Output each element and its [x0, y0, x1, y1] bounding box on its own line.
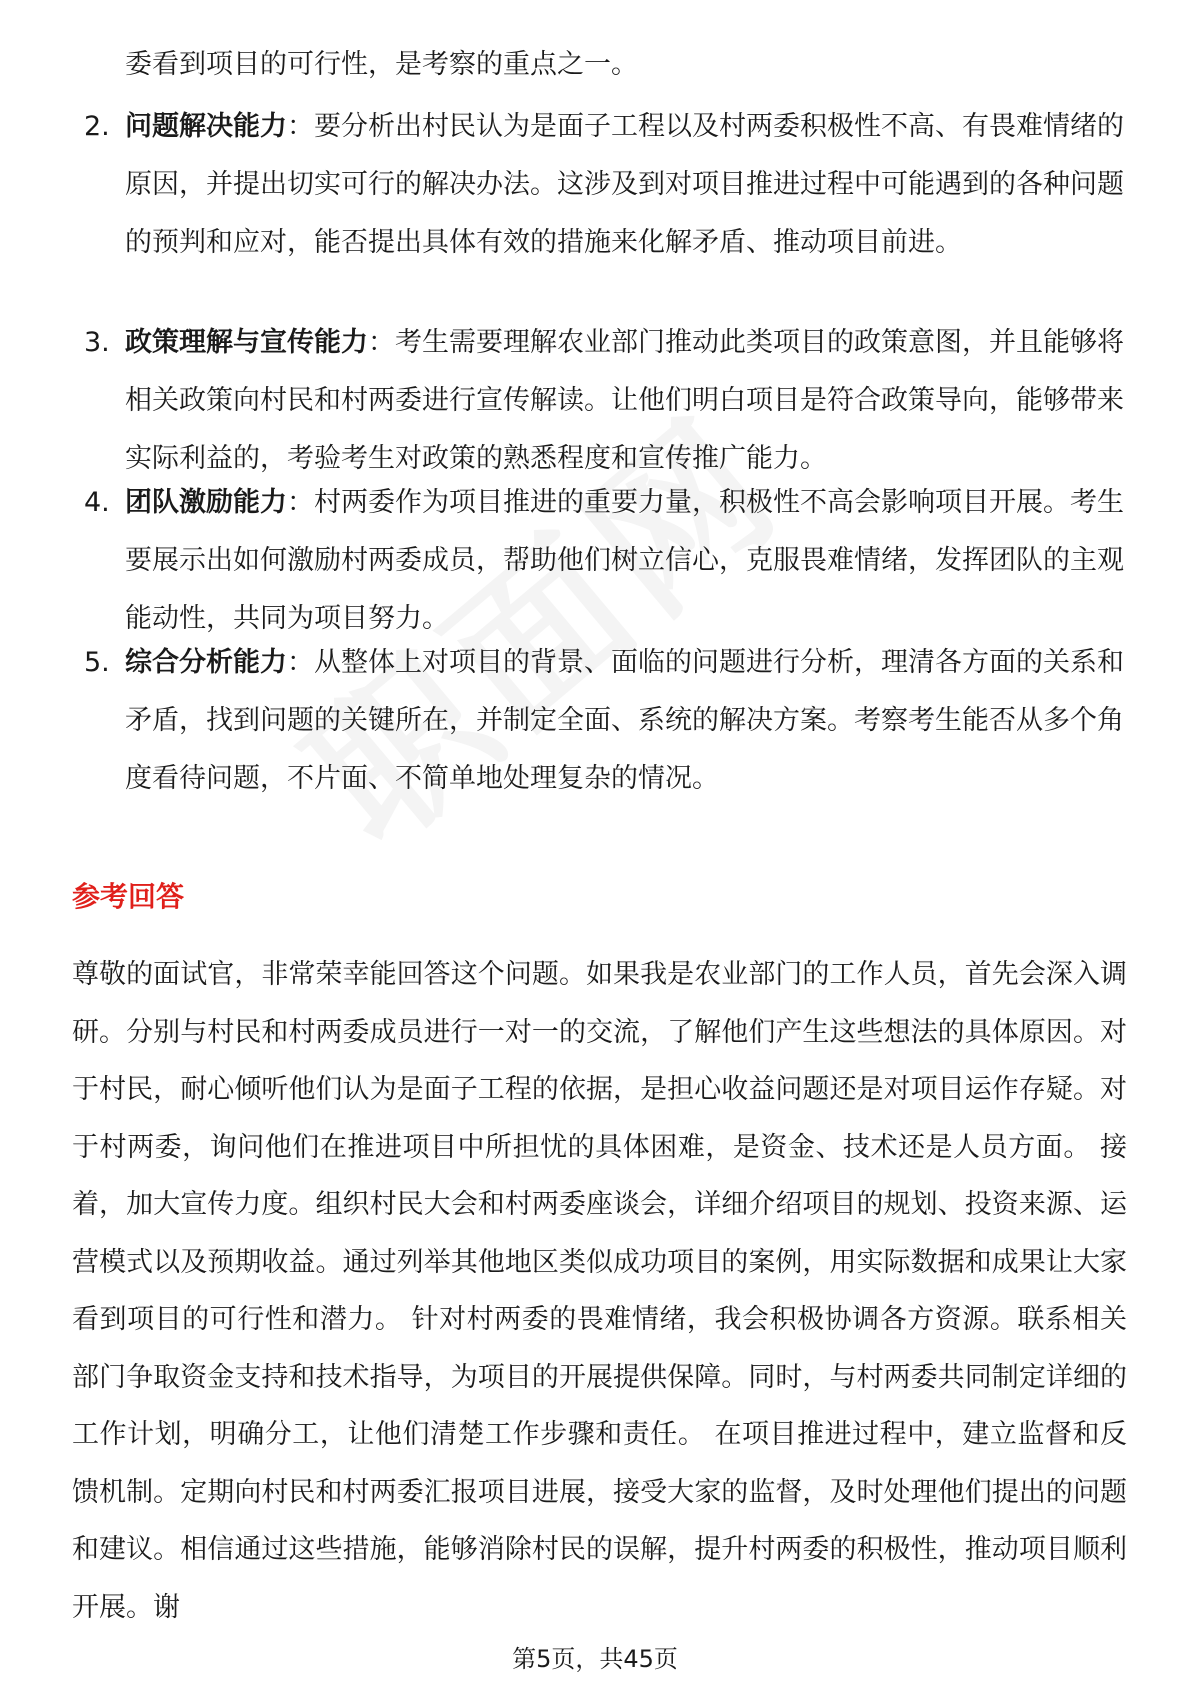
- list-number: 3.: [84, 327, 110, 358]
- item-text: ：考生需要理解农业部门推动此类项目的政策意图，并且能够将相关政策向村民和村两委进行宣传解读。让他们明白项目是符合政策导向，能够带来实际利益的，考验考生对政策的熟悉程度和宣传推广能力。: [125, 327, 1124, 474]
- item-title: 政策理解与宣传能力: [125, 327, 368, 358]
- ability-list: [0, 98, 1190, 800]
- list-item: [0, 634, 1190, 800]
- page-footer: 第5页，共45页: [512, 1645, 678, 1673]
- list-item: [0, 314, 1190, 480]
- item-title: 综合分析能力: [125, 647, 287, 678]
- reference-heading: 参考回答: [72, 880, 185, 913]
- answer-paragraph: 尊敬的面试官，非常荣幸能回答这个问题。如果我是农业部门的工作人员，首先会深入调研。分别与村民和村两委成员进行一对一的交流，了解他们产生这些想法的具体原因。对于村民，耐心倾听他们认为是面子工程的依据，是担心收益问题还是对项目运作存疑。对于村两委，询问他们在推进项目中所担忧的具体困难，是资金、技术还是人员方面。 接着，加大宣传力度。组织村民大会和村两委座谈会，详细介绍项目的规划、投资来源、运营模式以及预期收益。通过列举其他地区类似成功项目的案例，用实际数据和成果让大家看到项目的可行性和潜力。 针对村两委的畏难情绪，我会积极协调各方资源。联系相关部门争取资金支持和技术指导，为项目的开展提供保障。同时，与村两委共同制定详细的工作计划，明确分工，让他们清楚工作步骤和责任。 在项目推进过程中，建立监督和反馈机制。定期向村民和村两委汇报项目进展，接受大家的监督，及时处理他们提出的问题和建议。相信通过这些措施，能够消除村民的误解，提升村两委的积极性，推动项目顺利开展。谢: [72, 959, 1127, 1623]
- item-text: ：要分析出村民认为是面子工程以及村两委积极性不高、有畏难情绪的原因，并提出切实可行的解决办法。这涉及到对项目推进过程中可能遇到的各种问题的预判和应对，能否提出具体有效的措施来化解矛盾、推动项目前进。: [125, 111, 1124, 258]
- list-number: 2.: [84, 111, 110, 142]
- list-number: 4.: [84, 487, 110, 518]
- item-text: ：村两委作为项目推进的重要力量，积极性不高会影响项目开展。考生要展示出如何激励村两委成员，帮助他们树立信心，克服畏难情绪，发挥团队的主观能动性，共同为项目努力。: [125, 487, 1124, 634]
- list-item: [0, 474, 1190, 640]
- list-number: 5.: [84, 647, 110, 678]
- item-title: 问题解决能力: [125, 111, 287, 142]
- item-text: ：从整体上对项目的背景、面临的问题进行分析，理清各方面的关系和矛盾，找到问题的关键所在，并制定全面、系统的解决方案。考察考生能否从多个角度看待问题，不片面、不简单地处理复杂的情况。: [125, 647, 1124, 794]
- list-item: [0, 98, 1190, 330]
- continuation-text: 委看到项目的可行性，是考察的重点之一。: [125, 49, 638, 80]
- item-title: 团队激励能力: [125, 487, 287, 518]
